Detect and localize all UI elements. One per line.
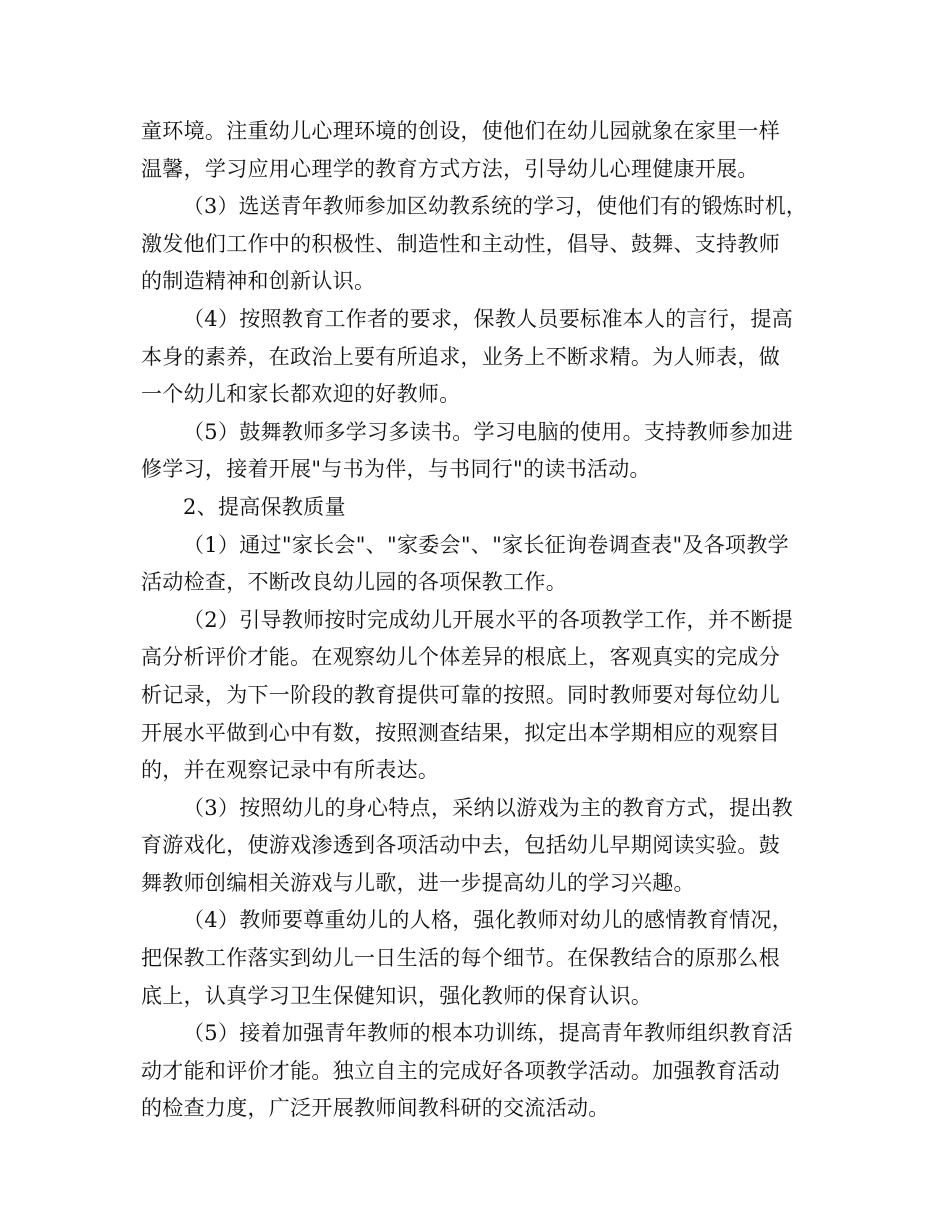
paragraph bbox=[141, 790, 813, 903]
text-line: 把保教工作落实到幼儿一日生活的每个细节。在保教结合的原那么根 bbox=[141, 946, 780, 971]
paragraph bbox=[141, 489, 813, 527]
paragraph bbox=[141, 414, 813, 489]
text-line: （4）按照教育工作者的要求，保教人员要标准本人的言行，提高 bbox=[183, 306, 794, 331]
text-line: （5）接着加强青年教师的根本功训练，提高青年教师组织教育活 bbox=[183, 1021, 794, 1046]
body-text bbox=[141, 113, 813, 1128]
text-line: （2）引导教师按时完成幼儿开展水平的各项教学工作，并不断提 bbox=[183, 607, 794, 632]
text-line: （3）选送青年教师参加区幼教系统的学习，使他们有的锻炼时机， bbox=[183, 194, 807, 219]
paragraph bbox=[141, 113, 813, 188]
paragraph bbox=[141, 527, 813, 602]
text-line: 舞教师创编相关游戏与儿歌，进一步提高幼儿的学习兴趣。 bbox=[141, 870, 695, 895]
text-line: （4）教师要尊重幼儿的人格，强化教师对幼儿的感情教育情况， bbox=[183, 908, 794, 933]
text-line: 2、提高保教质量 bbox=[183, 494, 346, 519]
paragraph bbox=[141, 188, 813, 301]
paragraph bbox=[141, 902, 813, 1015]
text-line: 本身的素养，在政治上要有所追求，业务上不断求精。为人师表，做 bbox=[141, 344, 780, 369]
text-line: 的检查力度，广泛开展教师间教科研的交流活动。 bbox=[141, 1096, 610, 1121]
paragraph bbox=[141, 301, 813, 414]
text-line: 动才能和评价才能。独立自主的完成好各项教学活动。加强教育活动 bbox=[141, 1058, 780, 1083]
text-line: 开展水平做到心中有数，按照测查结果，拟定出本学期相应的观察目 bbox=[141, 720, 780, 745]
text-line: 童环境。注重幼儿心理环境的创设，使他们在幼儿园就象在家里一样 bbox=[141, 119, 780, 143]
text-line: 活动检查，不断改良幼儿园的各项保教工作。 bbox=[141, 570, 567, 595]
text-line: （5）鼓舞教师多学习多读书。学习电脑的使用。支持教师参加进 bbox=[183, 419, 794, 444]
text-line: 底上，认真学习卫生保健知识，强化教师的保育认识。 bbox=[141, 983, 653, 1008]
text-line: 的制造精神和创新认识。 bbox=[141, 269, 376, 294]
text-line: 一个幼儿和家长都欢迎的好教师。 bbox=[141, 382, 461, 407]
paragraph bbox=[141, 602, 813, 790]
text-line: 温馨，学习应用心理学的教育方式方法，引导幼儿心理健康开展。 bbox=[141, 156, 759, 181]
text-line: 育游戏化，使游戏渗透到各项活动中去，包括幼儿早期阅读实验。鼓 bbox=[141, 833, 780, 858]
text-line: 修学习，接着开展"与书为伴，与书同行"的读书活动。 bbox=[141, 457, 651, 482]
text-line: （3）按照幼儿的身心特点，采纳以游戏为主的教育方式，提出教 bbox=[183, 795, 794, 820]
text-line: 析记录，为下一阶段的教育提供可靠的按照。同时教师要对每位幼儿 bbox=[141, 682, 780, 707]
text-line: 的，并在观察记录中有所表达。 bbox=[141, 758, 440, 783]
paragraph bbox=[141, 1015, 813, 1128]
text-line: 高分析评价才能。在观察幼儿个体差异的根底上，客观真实的完成分 bbox=[141, 645, 780, 670]
text-line: 激发他们工作中的积极性、制造性和主动性，倡导、鼓舞、支持教师 bbox=[141, 231, 780, 256]
text-line: （1）通过"家长会"、"家委会"、"家长征询卷调查表"及各项教学 bbox=[183, 532, 789, 557]
